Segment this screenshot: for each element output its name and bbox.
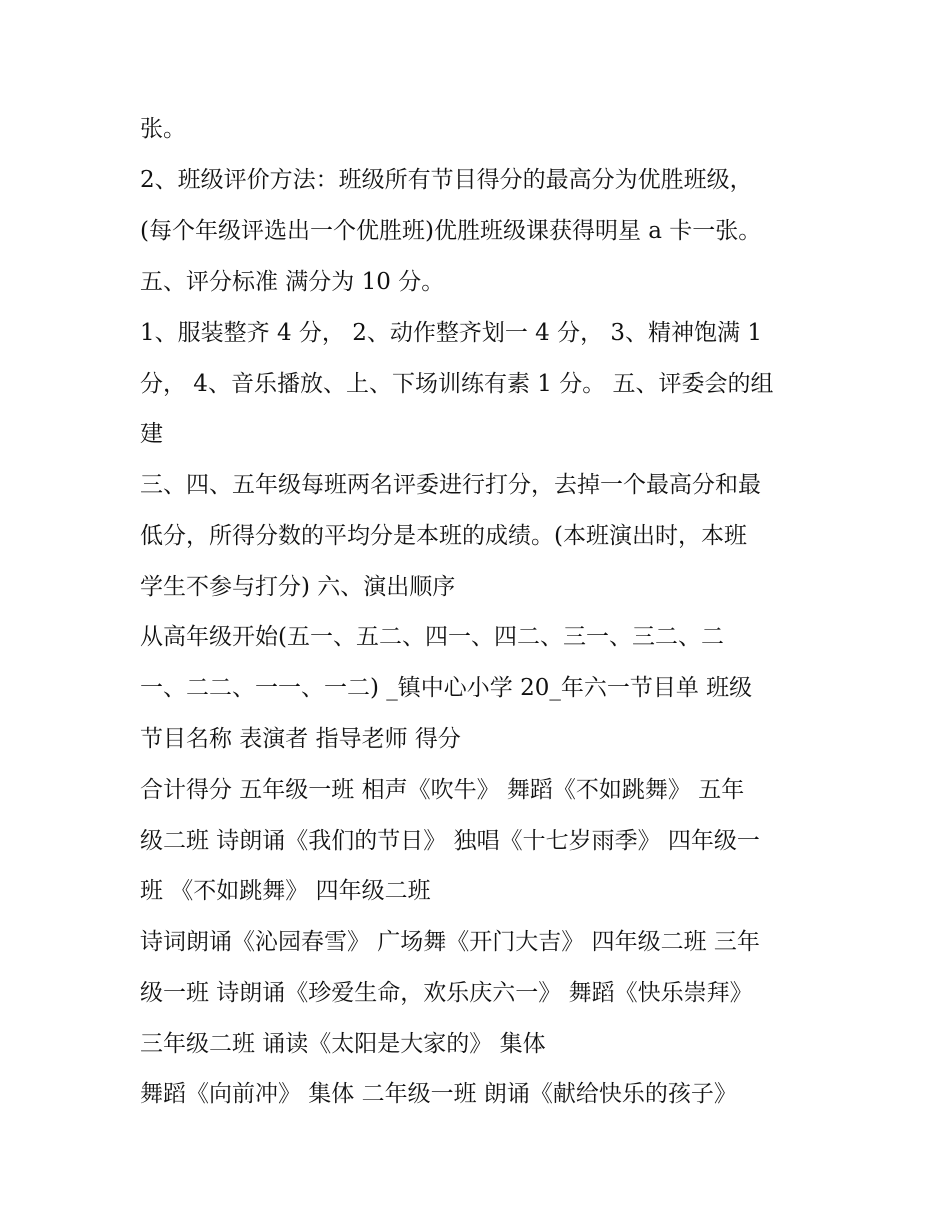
text-line: 诗词朗诵《沁园春雪》 广场舞《开门大吉》 四年级二班 三年	[140, 929, 760, 955]
text-line: 班 《不如跳舞》 四年级二班	[140, 878, 431, 904]
text-line: 三年级二班 诵读《太阳是大家的》 集体	[140, 1031, 546, 1057]
text-line: 三、四、五年级每班两名评委进行打分，去掉一个最高分和最	[140, 472, 761, 498]
text-line: 一、二二、一一、一二) _镇中心小学 20_年六一节目单 班级	[140, 675, 753, 701]
text-line: 低分，所得分数的平均分是本班的成绩。(本班演出时，本班	[140, 523, 747, 549]
text-line: 舞蹈《向前冲》 集体 二年级一班 朗诵《献给快乐的孩子》	[140, 1081, 737, 1107]
text-line: 级二班 诗朗诵《我们的节日》 独唱《十七岁雨季》 四年级一	[140, 828, 760, 854]
text-line: 合计得分 五年级一班 相声《吹牛》 舞蹈《不如跳舞》 五年	[140, 777, 745, 803]
text-line: 从高年级开始(五一、五二、四一、四二、三一、三二、二	[140, 624, 724, 650]
text-line: 学生不参与打分) 六、演出顺序	[140, 574, 456, 600]
text-line: 五、评分标准 满分为 10 分。	[140, 269, 445, 295]
text-line: 建	[140, 421, 163, 447]
text-line: 节目名称 表演者 指导老师 得分	[140, 726, 461, 752]
text-line: (每个年级评选出一个优胜班)优胜班级课获得明星 a 卡一张。	[140, 218, 762, 244]
text-line: 1、服装整齐 4 分， 2、动作整齐划一 4 分， 3、精神饱满 1	[140, 320, 762, 346]
text-line: 2、班级评价方法：班级所有节目得分的最高分为优胜班级，	[140, 167, 753, 193]
text-line: 分， 4、音乐播放、上、下场训练有素 1 分。 五、评委会的组	[140, 371, 774, 397]
text-line: 级一班 诗朗诵《珍爱生命，欢乐庆六一》 舞蹈《快乐崇拜》	[140, 980, 753, 1006]
text-line: 张。	[140, 116, 186, 142]
